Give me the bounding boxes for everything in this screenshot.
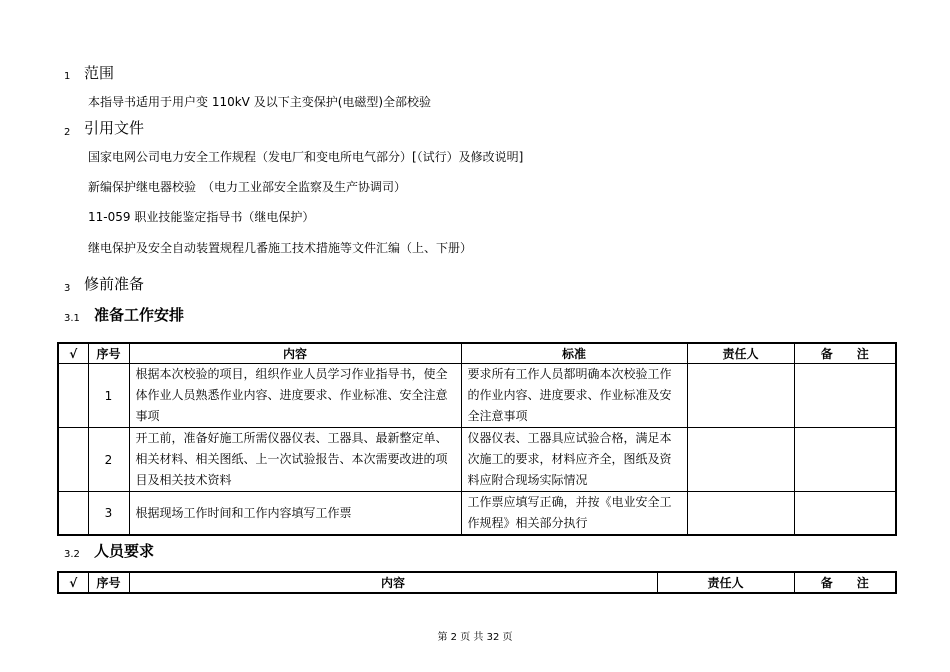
section-3-2-number: 3.2 bbox=[64, 549, 80, 560]
row-number: 1 bbox=[88, 364, 129, 428]
header-standard: 标准 bbox=[461, 343, 687, 364]
row-standard: 要求所有工作人员都明确本次校验工作的作业内容、进度要求、作业标准及安全注意事项 bbox=[461, 364, 687, 428]
section-3-number: 3 bbox=[64, 283, 71, 294]
header-content: 内容 bbox=[129, 343, 461, 364]
reference-item: 11-059 职业技能鉴定指导书（继电保护） bbox=[88, 210, 315, 224]
header-remark: 备 注 bbox=[794, 343, 896, 364]
row-content: 根据本次校验的项目，组织作业人员学习作业指导书，使全体作业人员熟悉作业内容、进度要求、作业标准、安全注意事项 bbox=[129, 364, 461, 428]
remark-cell[interactable] bbox=[794, 492, 896, 536]
check-cell[interactable] bbox=[58, 492, 88, 536]
table-row bbox=[58, 364, 896, 428]
owner-cell[interactable] bbox=[687, 428, 794, 492]
header-check: √ bbox=[58, 572, 88, 593]
check-cell[interactable] bbox=[58, 428, 88, 492]
header-no: 序号 bbox=[88, 343, 129, 364]
header-owner: 责任人 bbox=[687, 343, 794, 364]
personnel-table bbox=[57, 571, 897, 594]
section-2-title: 引用文件 bbox=[84, 119, 145, 137]
header-owner: 责任人 bbox=[657, 572, 794, 593]
row-standard: 工作票应填写正确，并按《电业安全工作规程》相关部分执行 bbox=[461, 492, 687, 536]
page-footer: 第 2 页 共 32 页 bbox=[437, 632, 513, 643]
reference-item: 国家电网公司电力安全工作规程（发电厂和变电所电气部分）[（试行）及修改说明] bbox=[88, 150, 524, 164]
row-content: 根据现场工作时间和工作内容填写工作票 bbox=[129, 492, 461, 536]
section-3-1-number: 3.1 bbox=[64, 313, 80, 324]
remark-cell[interactable] bbox=[794, 364, 896, 428]
header-content: 内容 bbox=[129, 572, 657, 593]
section-3-1-title: 准备工作安排 bbox=[94, 306, 185, 324]
check-cell[interactable] bbox=[58, 364, 88, 428]
table-row bbox=[58, 428, 896, 492]
table-header-row bbox=[58, 572, 896, 593]
reference-item: 继电保护及安全自动装置规程几番施工技术措施等文件汇编（上、下册） bbox=[88, 241, 473, 255]
section-2-number: 2 bbox=[64, 127, 71, 138]
owner-cell[interactable] bbox=[687, 492, 794, 536]
header-remark: 备 注 bbox=[794, 572, 896, 593]
section-3-title: 修前准备 bbox=[84, 275, 145, 293]
owner-cell[interactable] bbox=[687, 364, 794, 428]
row-number: 2 bbox=[88, 428, 129, 492]
table-header-row bbox=[58, 343, 896, 364]
row-number: 3 bbox=[88, 492, 129, 536]
header-check: √ bbox=[58, 343, 88, 364]
reference-item: 新编保护继电器校验 （电力工业部安全监察及生产协调司） bbox=[88, 180, 407, 194]
section-3-2-title: 人员要求 bbox=[94, 542, 155, 560]
header-no: 序号 bbox=[88, 572, 129, 593]
remark-cell[interactable] bbox=[794, 428, 896, 492]
preparation-table bbox=[57, 342, 897, 536]
section-1-title: 范围 bbox=[84, 64, 115, 82]
section-1-text: 本指导书适用于用户变 110kV 及以下主变保护(电磁型)全部校验 bbox=[88, 95, 432, 109]
section-1-number: 1 bbox=[64, 71, 71, 82]
row-standard: 仪器仪表、工器具应试验合格，满足本次施工的要求，材料应齐全，图纸及资料应附合现场实际情况 bbox=[461, 428, 687, 492]
row-content: 开工前，准备好施工所需仪器仪表、工器具、最新整定单、相关材料、相关图纸、上一次试验报告、本次需要改进的项目及相关技术资料 bbox=[129, 428, 461, 492]
table-row bbox=[58, 492, 896, 536]
